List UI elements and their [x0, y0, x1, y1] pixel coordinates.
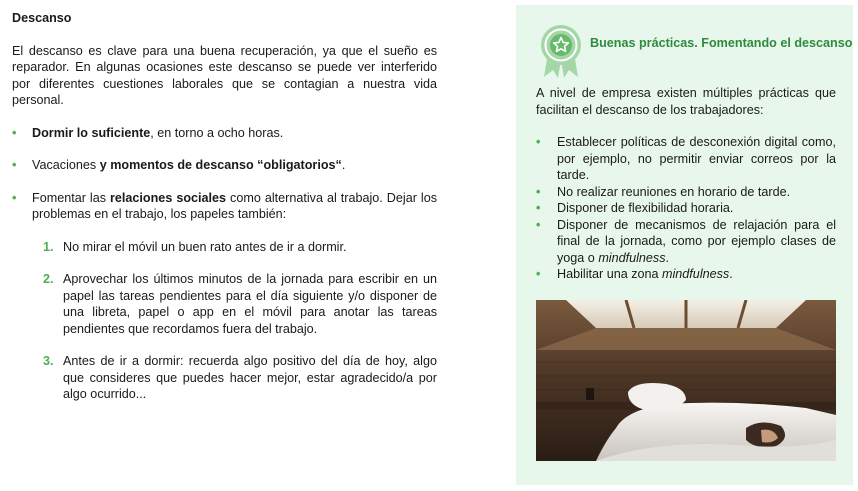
section-heading: Descanso	[12, 11, 72, 25]
tip-social-pre: Fomentar las	[32, 190, 111, 205]
number-label: 2.	[43, 272, 54, 286]
numbered-text: Aprovechar los últimos minutos de la jornada para escribir en un papel las tareas pendientes para el día siguiente y/o disponer de una libreta, papel o app en el móvil para anotar las tareas pendientes que recordamos fuera del trabajo.	[63, 272, 437, 336]
number-label: 1.	[43, 239, 54, 254]
practice-relaxation	[536, 217, 836, 267]
numbered-item-3	[43, 353, 437, 403]
numbered-item-2	[43, 271, 437, 337]
sleeping-person-photo	[536, 300, 836, 461]
tip-vacations-post: .	[341, 158, 346, 172]
panel-text	[536, 85, 836, 283]
practice-disconnection: • Establecer políticas de desconexión digital como, por ejemplo, no permitir enviar correos por la tarde.	[536, 134, 836, 184]
panel-intro: A nivel de empresa existen múltiples prácticas que facilitan el descanso de los trabajadores:	[536, 86, 836, 117]
award-star-badge-icon	[538, 23, 584, 79]
practice-no-meetings: • No realizar reuniones en horario de tarde.	[536, 184, 836, 201]
practice-relaxation-end: .	[665, 250, 670, 265]
tip-vacations	[12, 157, 437, 174]
tip-sleep-rest: , en torno a ocho horas.	[150, 125, 284, 140]
tip-sleep	[12, 125, 437, 142]
practice-relaxation-text: Disponer de mecanismos de relajación para el final de la jornada, como por ejemplo clases de yoga o	[557, 217, 836, 265]
practice-zone-italic: mindfulness	[662, 267, 730, 281]
practice-zone-end: .	[729, 267, 733, 281]
tip-sleep-bold: Dormir lo suficiente	[32, 125, 151, 140]
number-label: 3.	[43, 354, 54, 368]
tips-list	[12, 125, 437, 403]
numbered-text: No mirar el móvil un buen rato antes de ir a dormir.	[63, 239, 347, 254]
practices-list	[536, 134, 836, 283]
practice-mindfulness-zone	[536, 266, 836, 283]
numbered-item-1	[43, 239, 437, 256]
tip-social-bold: relaciones sociales	[110, 190, 227, 205]
numbered-text: Antes de ir a dormir: recuerda algo positivo del día de hoy, algo que consideres que puedes hacer mejor, estar agradecido/a por algo ocurrido...	[63, 354, 437, 401]
tip-social	[12, 190, 437, 403]
intro-paragraph: El descanso es clave para una buena recuperación, ya que el sueño es reparador. En algunas ocasiones este descanso se puede ver interferido por diferentes cuestiones laborales que se contagian a nuestra vida personal.	[12, 43, 437, 107]
tip-social-post: como alternativa al trabajo. Dejar los problemas en el trabajo, los papeles también:	[32, 190, 437, 221]
panel-title: Buenas prácticas. Fomentando el descanso	[590, 36, 853, 50]
best-practices-panel	[516, 5, 853, 485]
numbered-list	[32, 239, 437, 403]
tip-vacations-pre: Vacaciones	[32, 158, 100, 172]
left-column	[12, 10, 437, 419]
tip-vacations-bold: y momentos de descanso “obligatorios“	[99, 158, 342, 172]
practice-zone-text: Habilitar una zona	[557, 267, 663, 281]
practice-flexibility: • Disponer de flexibilidad horaria.	[536, 200, 836, 217]
practice-relaxation-italic: mindfulness	[598, 250, 666, 265]
